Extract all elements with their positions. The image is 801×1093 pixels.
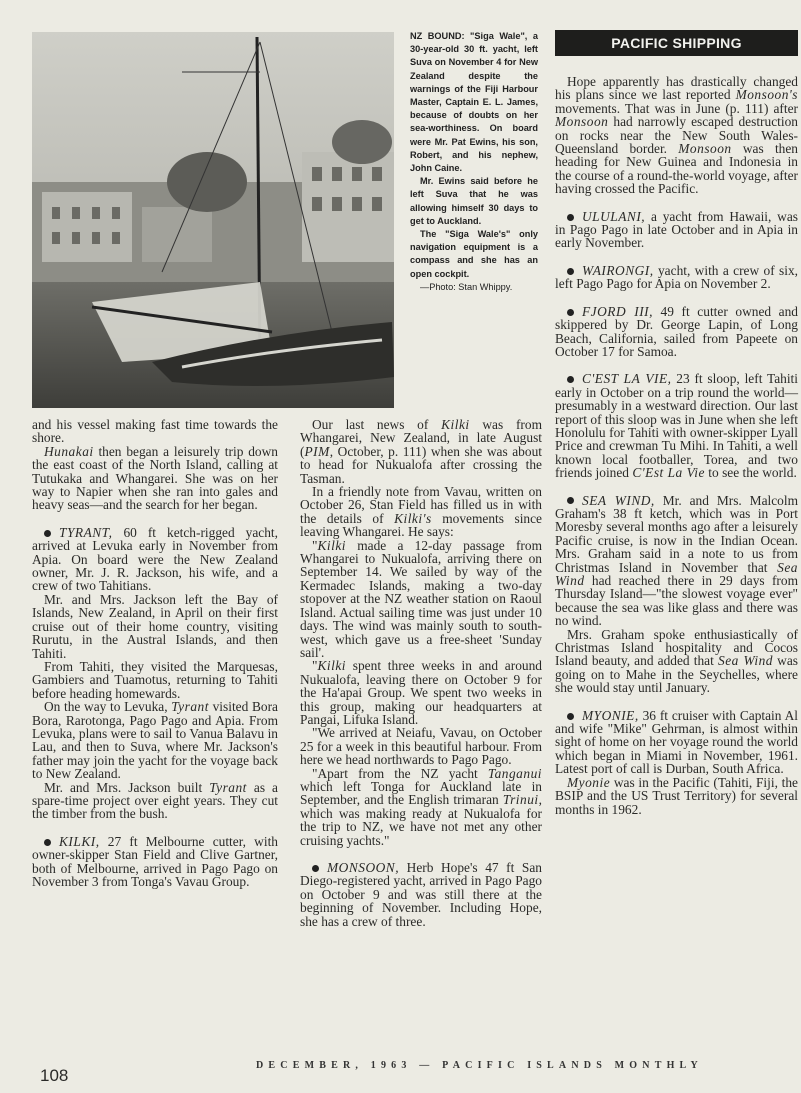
yacht-photo bbox=[32, 32, 394, 408]
paragraph: C'EST LA VIE, 23 ft sloop, left Tahiti early in October on a trip round the world—presumably in a westward direction. Our last report of this sloop was in June when she left Honolulu for Tahiti with owner-skipper Lyall Price and crewman Tu Mihi. In Tahiti, a well known local footballer, Torea, and two friends joined C'Est La Vie to see the world. bbox=[555, 371, 798, 481]
paragraph: Mr. and Mrs. Jackson left the Bay of Islands, New Zealand, in April on their first cruise out of their home country, visiting Rurutu, in the Austral Islands, and then Tahiti. bbox=[32, 591, 278, 661]
paragraph: Hunakai then began a leisurely trip down the east coast of the North Island, calling at Tutukaka and Whangarei. She was on her way to Napier when she ran into gales and heavy seas—and the search for her began. bbox=[32, 443, 278, 513]
bullet-icon bbox=[567, 309, 574, 316]
paragraph: "Apart from the NZ yacht Tanganui which left Tonga for Auckland late in September, and the English trimaran Trinui, which was making ready at Nukualofa for the trip to NZ, we have not met any other cruising yachts." bbox=[300, 765, 542, 848]
caption-paragraph: NZ BOUND: "Siga Wale", a 30-year-old 30 ft. yacht, left Suva on November 4 for New Zealand despite the warnings of the Fiji Harbour Master, Captain E. L. James, because of doubts on her sea-worthiness. On board were Mr. Pat Ewins, his son, Robert, and his nephew, John Caine. bbox=[410, 31, 538, 174]
bullet-icon bbox=[312, 865, 319, 872]
bullet-icon bbox=[44, 839, 51, 846]
paragraph: Mrs. Graham spoke enthusiastically of Christmas Island hospitality and Cocos Island beauty, and added that Sea Wind was going on to Mahe in the Seychelles, where she would stay until January. bbox=[555, 626, 798, 696]
paragraph: MYONIE, 36 ft cruiser with Captain Al and wife "Mike" Gehrman, is almost within sight of home on her voyage round the world which began in Miami in November, 1961. Latest port of call is Durban, South Africa. bbox=[555, 707, 798, 777]
bullet-icon bbox=[567, 376, 574, 383]
paragraph: KILKI, 27 ft Melbourne cutter, with owner-skipper Stan Field and Clive Gartner, both of Melbourne, arrived in Pago Pago on November 3 from Tonga's Vavau Group. bbox=[32, 833, 278, 889]
bullet-icon bbox=[567, 497, 574, 504]
article-column-2 bbox=[300, 418, 542, 928]
paragraph: "Kilki spent three weeks in and around Nukualofa, leaving there on October 9 for the Ha'apai Group. We spent two weeks in this group, making our headquarters at Pangai, Lifuka Island. bbox=[300, 658, 542, 727]
bullet-icon bbox=[567, 713, 574, 720]
paragraph: ULULANI, a yacht from Hawaii, was in Pago Pago in late October and in Apia in early November. bbox=[555, 208, 798, 251]
page-number: 108 bbox=[40, 1066, 69, 1085]
paragraph: In a friendly note from Vavau, written on October 26, Stan Field has filled us in with the details of Kilki's movements since leaving Whangarei. He says: bbox=[300, 484, 542, 540]
paragraph: FJORD III, 49 ft cutter owned and skippered by Dr. George Lapin, of Long Beach, California, sailed from Papeete on October 17 for Samoa. bbox=[555, 303, 799, 359]
paragraph: WAIRONGI, yacht, with a crew of six, left Pago Pago for Apia on November 2. bbox=[555, 262, 798, 292]
paragraph: Hope apparently has drastically changed his plans since we last reported Monsoon's movements. That was in June (p. 111) after Monsoon had narrowly escaped destruction on rocks near the New South Wales-Queensland border. Monsoon was then heading for New Guinea and Indonesia in the course of a round-the-world voyage, after having crossed the Pacific. bbox=[555, 74, 799, 197]
caption-paragraph: The "Siga Wale's" only navigation equipment is a compass and she has an open cockpit. bbox=[410, 229, 538, 279]
caption-paragraph: Mr. Ewins said before he left Suva that he was allowing himself 30 days to get to Auckland. bbox=[410, 176, 538, 226]
bullet-icon bbox=[567, 214, 574, 221]
running-title: DECEMBER, 1963 — PACIFIC ISLANDS MONTHLY bbox=[256, 1060, 703, 1071]
article-column-1 bbox=[32, 418, 278, 888]
section-banner: PACIFIC SHIPPING bbox=[555, 30, 798, 56]
paragraph: From Tahiti, they visited the Marquesas, Gambiers and Tuamotus, returning to Tahiti before heading homewards. bbox=[32, 658, 278, 701]
paragraph: "We arrived at Neiafu, Vavau, on October 25 for a week in this beautiful harbour. From here we head northwards to Pago Pago. bbox=[300, 725, 542, 768]
photo-credit: —Photo: Stan Whippy. bbox=[420, 281, 513, 292]
paragraph: and his vessel making fast time towards the shore. bbox=[32, 417, 278, 446]
article-column-3 bbox=[555, 75, 798, 816]
page-footer bbox=[30, 1060, 800, 1085]
paragraph: Mr. and Mrs. Jackson built Tyrant as a spare-time project over eight years. They cut the timber from the bush. bbox=[32, 779, 279, 822]
photo-caption bbox=[410, 30, 538, 294]
paragraph: Our last news of Kilki was from Whangarei, New Zealand, in late August (PIM, October, p. 111) when she was about to head for Nukualofa after crossing the Tasman. bbox=[300, 417, 542, 486]
paragraph: "Kilki made a 12-day passage from Whangarei to Nukualofa, arriving there on September 14. We sailed by way of the Kermadec Islands, making a two-day stopover at the NZ weather station on Raoul Island. Actual sailing time was just under 10 days. The wind was mainly south to south-west, which gave us a free-sheet 'Sunday sail'. bbox=[300, 537, 542, 660]
paragraph: Myonie was in the Pacific (Tahiti, Fiji, the BSIP and the US Trust Territory) for several months in 1962. bbox=[555, 774, 798, 817]
paragraph: MONSOON, Herb Hope's 47 ft San Diego-registered yacht, arrived in Pago Pago on October 9 and was still there at the beginning of November. Including Hope, she has a crew of three. bbox=[300, 860, 542, 929]
paragraph: TYRANT, 60 ft ketch-rigged yacht, arrived at Levuka early in November from Apia. On board were the New Zealand owner, Mr. J. R. Jackson, his wife, and a crew of two Tahitians. bbox=[32, 524, 278, 594]
bullet-icon bbox=[567, 268, 574, 275]
paragraph: SEA WIND, Mr. and Mrs. Malcolm Graham's 38 ft ketch, which was in Port Moresby several months ago after a leisurely Pacific cruise, is now in the Indian Ocean. Mrs. Graham said in a note to us from Christmas Island in November that Sea Wind had reached there in 29 days from Thursday Island—"the slowest voyage ever" because the sea was like glass and there was no wind. bbox=[555, 492, 799, 629]
paragraph: On the way to Levuka, Tyrant visited Bora Bora, Rarotonga, Pago Pago and Apia. From Levuka, plans were to sail to Vanua Balavu in Lau, and then to Suva, where Mr. Jackson's father may join the yacht for the voyage back to New Zealand. bbox=[32, 699, 278, 782]
bullet-icon bbox=[44, 530, 51, 537]
